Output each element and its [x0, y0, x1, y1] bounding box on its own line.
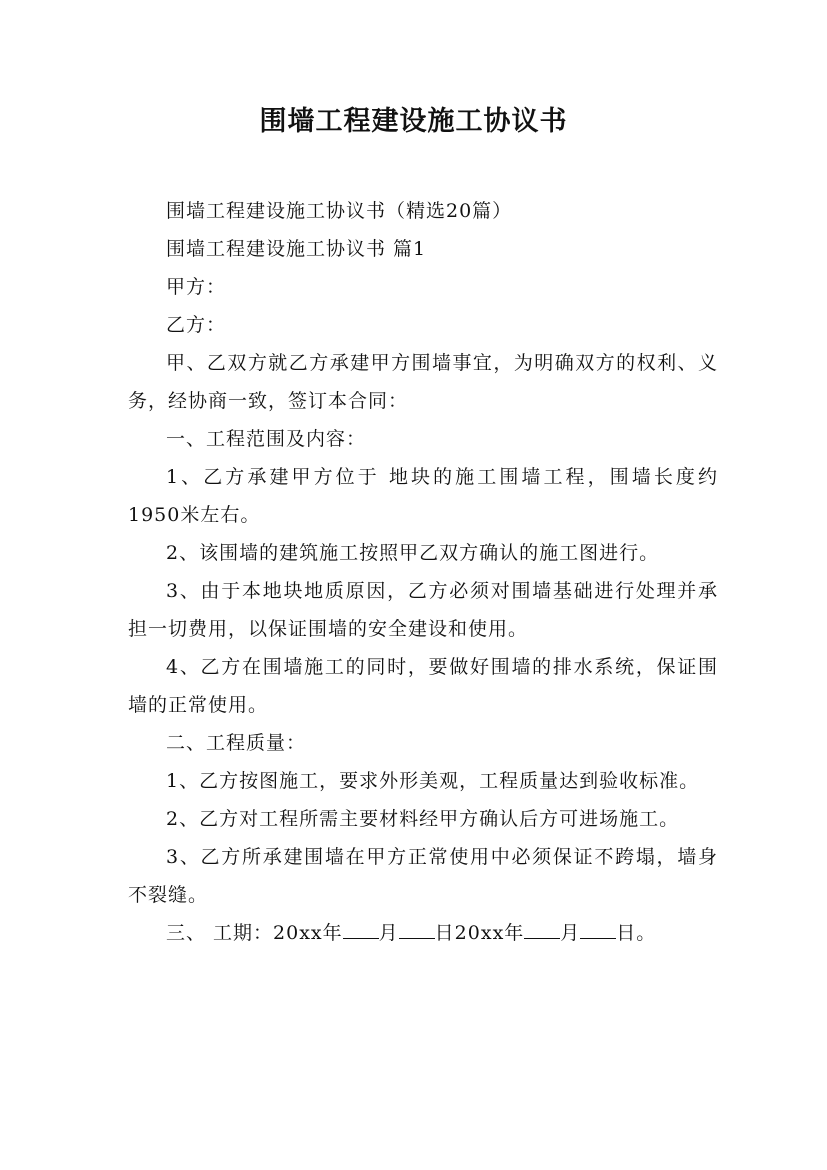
fill-blank	[343, 916, 379, 939]
paragraph-scope-heading: 一、工程范围及内容：	[166, 428, 367, 450]
paragraph-scope-4: 4、乙方在围墙施工的同时，要做好围墙的排水系统，保证围墙的正常使用。	[128, 656, 718, 716]
paragraph-party-a: 甲方：	[166, 276, 227, 298]
schedule-day-2: 日。	[616, 922, 657, 944]
paragraph-quality-1: 1、乙方按图施工，要求外形美观，工程质量达到验收标准。	[166, 770, 700, 792]
paragraph-quality-heading: 二、工程质量：	[166, 732, 307, 754]
schedule-day-1: 日20xx年	[434, 922, 525, 944]
paragraph-quality-2: 2、乙方对工程所需主要材料经甲方确认后方可进场施工。	[166, 808, 680, 830]
fill-blank	[399, 916, 435, 939]
schedule-month-2: 月	[560, 922, 581, 944]
paragraph-subtitle: 围墙工程建设施工协议书（精选20篇）	[166, 200, 513, 222]
fill-blank	[580, 916, 616, 939]
paragraph-schedule	[128, 914, 718, 952]
paragraph-scope-2: 2、该围墙的建筑施工按照甲乙双方确认的施工图进行。	[166, 542, 660, 564]
fill-blank	[524, 916, 560, 939]
document-title: 围墙工程建设施工协议书	[259, 106, 568, 137]
paragraph-party-b: 乙方：	[166, 314, 227, 336]
paragraph-preamble: 甲、乙双方就乙方承建甲方围墙事宜，为明确双方的权利、义务，经协商一致，签订本合同：	[128, 352, 718, 412]
paragraph-scope-3: 3、由于本地块地质原因，乙方必须对围墙基础进行处理并承担一切费用，以保证围墙的安全建设和使用。	[128, 580, 718, 640]
paragraph-scope-1: 1、乙方承建甲方位于 地块的施工围墙工程，围墙长度约1950米左右。	[128, 466, 718, 526]
schedule-month-1: 月	[378, 922, 399, 944]
paragraph-quality-3: 3、乙方所承建围墙在甲方正常使用中必须保证不跨塌，墙身不裂缝。	[128, 846, 718, 906]
paragraph-section-heading: 围墙工程建设施工协议书 篇1	[166, 238, 427, 260]
document-body	[128, 192, 718, 952]
schedule-prefix: 三、 工期：20xx年	[166, 922, 343, 944]
